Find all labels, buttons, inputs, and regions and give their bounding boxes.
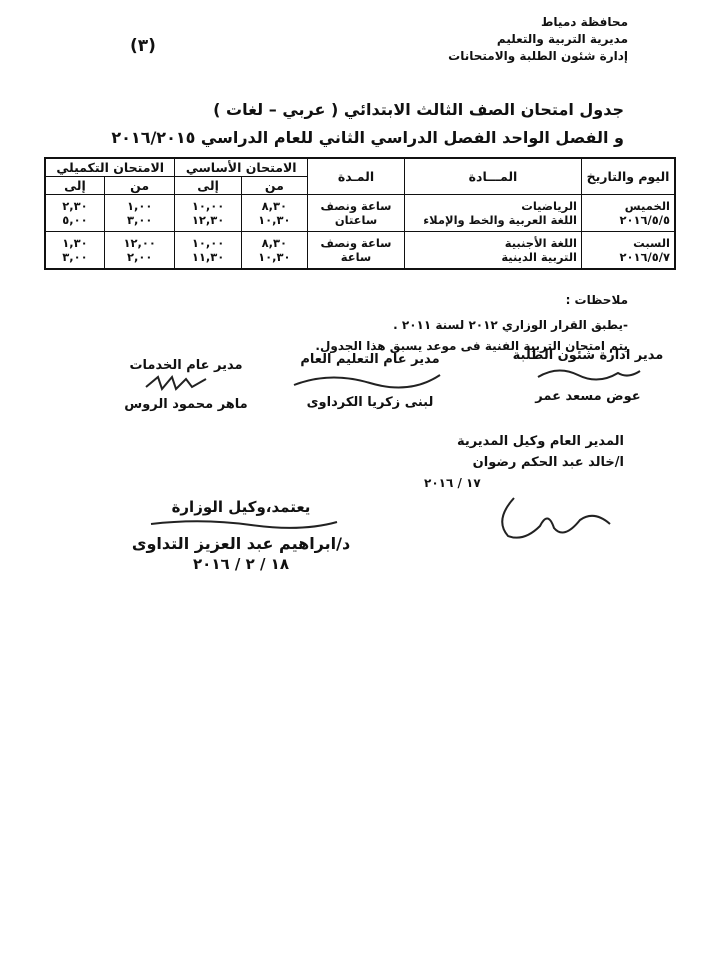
duration-cell <box>308 232 405 270</box>
time-value: ١٠,٣٠ <box>258 213 291 227</box>
supp-to-cell <box>45 232 104 270</box>
note-2: يتم امتحان التربية الفنية فى موعد يسبق هذا الجدول. <box>315 339 628 353</box>
supp-to-cell <box>45 195 104 232</box>
time-value: ١,٣٠ <box>62 236 88 250</box>
time-value: ٨,٣٠ <box>261 236 288 250</box>
day-cell <box>582 232 676 270</box>
ministry-signature <box>126 498 356 573</box>
time-value: ١٢,٠٠ <box>123 236 156 250</box>
table-row <box>45 195 675 232</box>
subject-cell <box>405 195 582 232</box>
deputy-signature <box>424 434 624 544</box>
header-block <box>448 14 628 65</box>
table-row <box>45 232 675 270</box>
header-basic-to: إلى <box>175 177 241 195</box>
day-cell <box>582 195 676 232</box>
subject-label: الرياضيات <box>521 199 577 213</box>
time-value: ٨,٣٠ <box>261 199 288 213</box>
basic-from-cell <box>241 195 307 232</box>
time-value: ٣,٠٠ <box>126 213 153 227</box>
basic-to-cell <box>175 232 241 270</box>
signer-name: لبنى زكريا الكرداوى <box>306 395 434 410</box>
notes-block <box>315 290 628 357</box>
time-value: ١٢,٣٠ <box>191 213 225 227</box>
signature-date: ١٨ / ٢ / ٢٠١٦ <box>193 555 289 573</box>
header-supp-from: من <box>104 177 174 195</box>
signature-scribble-icon <box>528 363 648 385</box>
signer-title: يعتمد،وكيل الوزارة <box>171 498 311 516</box>
department-label: إدارة شئون الطلبة والامتحانات <box>448 49 628 63</box>
governorate-label: محافظة دمياط <box>540 15 628 29</box>
basic-from-cell <box>241 232 307 270</box>
signature-scribble-icon <box>484 490 624 544</box>
title-line-1: جدول امتحان الصف الثالث الابتدائي ( عربي – لغات ) <box>213 100 624 119</box>
signature-scribble-icon <box>141 516 341 530</box>
exam-schedule-table <box>44 157 676 270</box>
header-supplementary-exam: الامتحان التكميلي <box>45 158 175 177</box>
signer-title: مدير عام الخدمات <box>129 358 243 373</box>
duration-label: ساعة ونصف <box>320 199 392 213</box>
signer-title: مدير ادارة شئون الطلبة <box>512 348 664 363</box>
time-value: ٣,٠٠ <box>62 250 88 264</box>
services-signature <box>96 358 276 412</box>
date-label: ٢٠١٦/٥/٧ <box>619 250 670 264</box>
signer-title: مدير عام التعليم العام <box>300 352 440 367</box>
duration-label: ساعة <box>340 250 372 264</box>
duration-label: ساعة ونصف <box>320 236 392 250</box>
time-value: ٢,٠٠ <box>126 250 153 264</box>
signer-name: عوض مسعد عمر <box>535 389 641 404</box>
general-education-signature <box>280 352 460 410</box>
time-value: ١,٠٠ <box>126 199 153 213</box>
day-label: الخميس <box>624 199 670 213</box>
page-number: (٣) <box>130 36 156 56</box>
signer-title: المدير العام وكيل المديرية <box>456 434 624 449</box>
time-value: ١٠,٠٠ <box>191 199 225 213</box>
subject-cell <box>405 232 582 270</box>
time-value: ١١,٣٠ <box>191 250 225 264</box>
signature-scribble-icon <box>126 373 246 393</box>
header-basic-from: من <box>241 177 307 195</box>
header-subject: المـــادة <box>405 158 582 195</box>
header-day-date: اليوم والتاريخ <box>582 158 676 195</box>
duration-label: ساعتان <box>334 213 378 227</box>
basic-to-cell <box>175 195 241 232</box>
signature-date: ١٧ / ٢٠١٦ <box>424 476 481 490</box>
signer-name: ماهر محمود الروس <box>124 397 248 412</box>
notes-label: ملاحظات : <box>565 293 628 307</box>
header-basic-exam: الامتحان الأساسي <box>175 158 308 177</box>
day-label: السبت <box>633 236 670 250</box>
directorate-label: مديرية التربية والتعليم <box>496 32 628 46</box>
time-value: ١٠,٣٠ <box>258 250 291 264</box>
signature-scribble-icon <box>290 367 450 391</box>
title-line-2: و الفصل الواحد الفصل الدراسي الثاني للعام الدراسي ٢٠١٦/٢٠١٥ <box>111 128 624 147</box>
duration-cell <box>308 195 405 232</box>
subject-label: اللغة العربية والخط والإملاء <box>423 213 577 227</box>
subject-label: اللغة الأجنبية <box>504 236 577 250</box>
time-value: ١٠,٠٠ <box>191 236 225 250</box>
students-affairs-signature <box>508 348 668 404</box>
supp-from-cell <box>104 232 174 270</box>
document-title <box>104 96 624 152</box>
header-duration: المـدة <box>308 158 405 195</box>
table-header-row <box>45 158 675 177</box>
time-value: ٢,٣٠ <box>62 199 88 213</box>
note-1: -يطبق القرار الوزاري ٢٠١٢ لسنة ٢٠١١ . <box>393 318 628 332</box>
time-value: ٥,٠٠ <box>62 213 88 227</box>
signer-name: ا/خالد عبد الحكم رضوان <box>472 455 624 470</box>
signer-name: د/ابراهيم عبد العزيز التداوى <box>131 534 351 553</box>
supp-from-cell <box>104 195 174 232</box>
date-label: ٢٠١٦/٥/٥ <box>619 213 670 227</box>
subject-label: التربية الدينية <box>501 250 577 264</box>
header-supp-to: إلى <box>45 177 104 195</box>
